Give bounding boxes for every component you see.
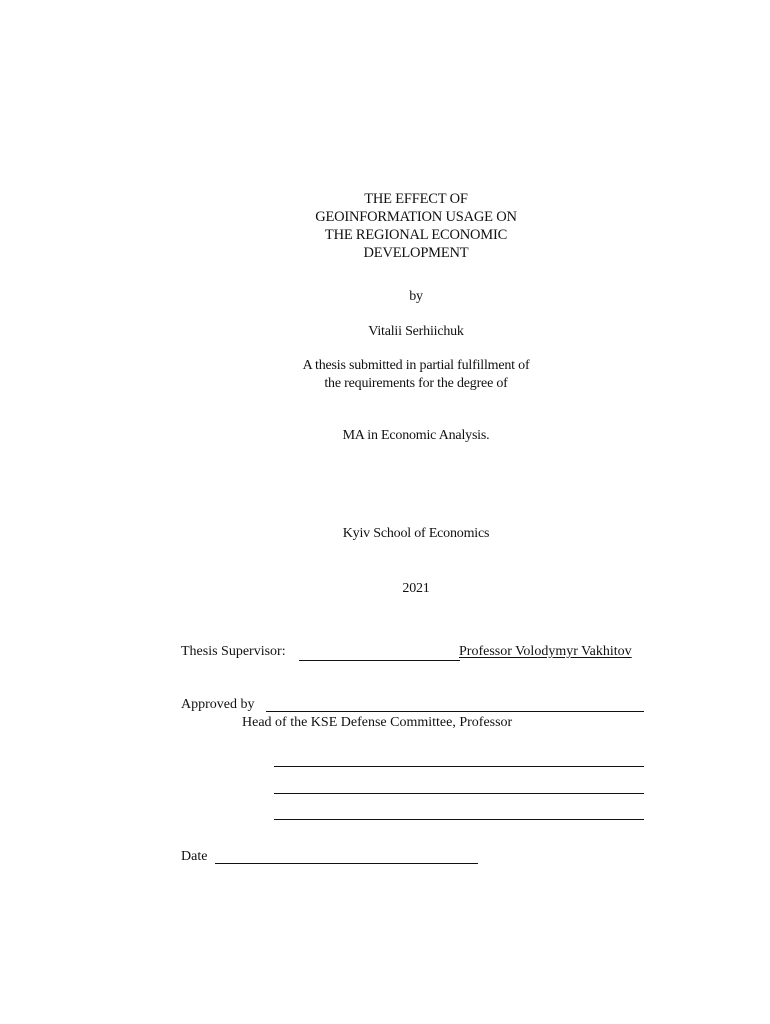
title-line-4: DEVELOPMENT (363, 245, 469, 261)
date-line (215, 863, 478, 864)
committee-signature-line-2 (274, 793, 644, 794)
byline: by (409, 289, 423, 304)
date-label: Date (181, 849, 208, 864)
committee-signature-line-3 (274, 819, 644, 820)
submission-statement (216, 357, 616, 393)
approved-by-label: Approved by (181, 697, 255, 712)
title-line-2: GEOINFORMATION USAGE ON (315, 209, 517, 225)
submission-line-1: A thesis submitted in partial fulfillment of (302, 358, 530, 373)
committee-head-role: Head of the KSE Defense Committee, Professor (242, 715, 513, 730)
approval-signature-line (266, 711, 644, 712)
title-line-1: THE EFFECT OF (364, 191, 468, 207)
year: 2021 (402, 581, 430, 596)
degree-name: MA in Economic Analysis. (342, 428, 490, 443)
submission-line-2: the requirements for the degree of (324, 376, 508, 391)
committee-signature-line-1 (274, 766, 644, 767)
supervisor-label: Thesis Supervisor: (181, 644, 286, 659)
supervisor-signature-line (299, 660, 460, 661)
thesis-title (216, 190, 616, 262)
title-line-3: THE REGIONAL ECONOMIC (324, 227, 508, 243)
institution-name: Kyiv School of Economics (342, 526, 490, 541)
author-name: Vitalii Serhiichuk (368, 324, 464, 339)
supervisor-name: Professor Volodymyr Vakhitov (459, 644, 632, 659)
